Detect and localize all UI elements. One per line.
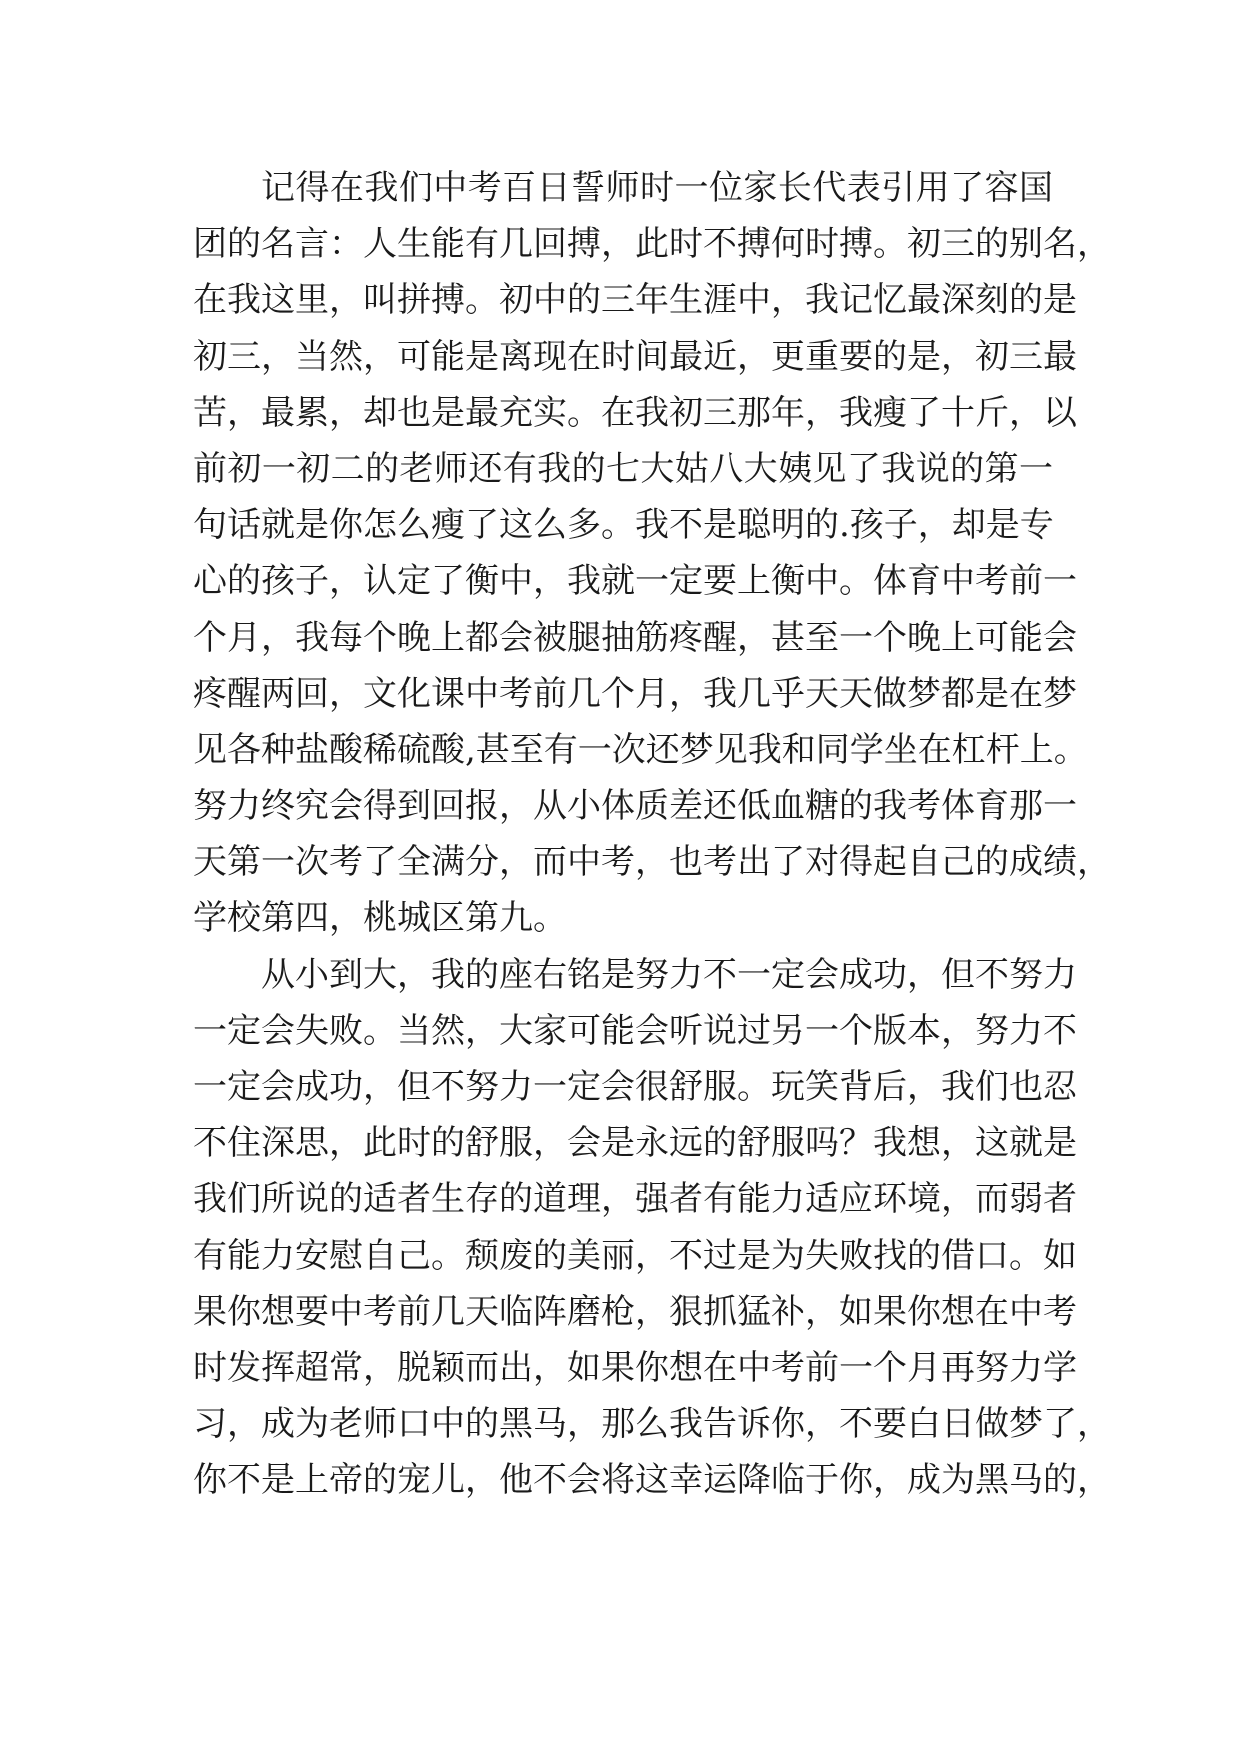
paragraph-2 xyxy=(193,947,1111,1509)
text-line: 疼醒两回，文化课中考前几个月，我几乎天天做梦都是在梦 xyxy=(193,673,1077,714)
text-line: 时发挥超常，脱颖而出，如果你想在中考前一个月再努力学 xyxy=(193,1347,1077,1388)
text-line: 从小到大，我的座右铭是努力不一定会成功，但不努力 xyxy=(261,954,1077,995)
text-line: 果你想要中考前几天临阵磨枪，狠抓猛补，如果你想在中考 xyxy=(193,1291,1077,1332)
text-line: 不住深思，此时的舒服，会是永远的舒服吗？我想，这就是 xyxy=(193,1123,1077,1164)
text-line: 见各种盐酸稀硫酸,甚至有一次还梦见我和同学坐在杠杆上。 xyxy=(193,729,1088,770)
text-line: 有能力安慰自己。颓废的美丽，不过是为失败找的借口。如 xyxy=(193,1235,1077,1276)
text-line: 个月，我每个晚上都会被腿抽筋疼醒，甚至一个晚上可能会 xyxy=(193,617,1077,658)
text-line: 一定会成功，但不努力一定会很舒服。玩笑背后，我们也忍 xyxy=(193,1067,1077,1107)
text-line: 初三，当然，可能是离现在时间最近，更重要的是，初三最 xyxy=(193,336,1077,377)
text-line: 学校第四，桃城区第九。 xyxy=(193,898,567,939)
paragraph-1 xyxy=(193,160,1111,947)
text-line: 习，成为老师口中的黑马，那么我告诉你，不要白日做梦了， xyxy=(193,1404,1111,1445)
text-line: 记得在我们中考百日誓师时一位家长代表引用了容国 xyxy=(261,168,1053,208)
text-line: 在我这里，叫拼搏。初中的三年生涯中，我记忆最深刻的是 xyxy=(193,280,1077,321)
text-line: 心的孩子，认定了衡中，我就一定要上衡中。体育中考前一 xyxy=(193,561,1077,602)
text-line: 团的名言：人生能有几回搏，此时不搏何时搏。初三的别名， xyxy=(193,224,1111,265)
text-line: 句话就是你怎么瘦了这么多。我不是聪明的.孩子，却是专 xyxy=(193,505,1054,546)
text-line: 天第一次考了全满分，而中考，也考出了对得起自己的成绩， xyxy=(193,842,1111,883)
text-line: 你不是上帝的宠儿，他不会将这幸运降临于你，成为黑马的， xyxy=(193,1460,1111,1501)
text-line: 我们所说的适者生存的道理，强者有能力适应环境，而弱者 xyxy=(193,1179,1077,1220)
text-line: 努力终究会得到回报，从小体质差还低血糖的我考体育那一 xyxy=(193,786,1077,827)
text-line: 前初一初二的老师还有我的七大姑八大姨见了我说的第一 xyxy=(193,448,1053,489)
document-body xyxy=(193,160,1111,1509)
text-line: 苦，最累，却也是最充实。在我初三那年，我瘦了十斤，以 xyxy=(193,392,1077,433)
text-line: 一定会失败。当然，大家可能会听说过另一个版本，努力不 xyxy=(193,1010,1077,1051)
